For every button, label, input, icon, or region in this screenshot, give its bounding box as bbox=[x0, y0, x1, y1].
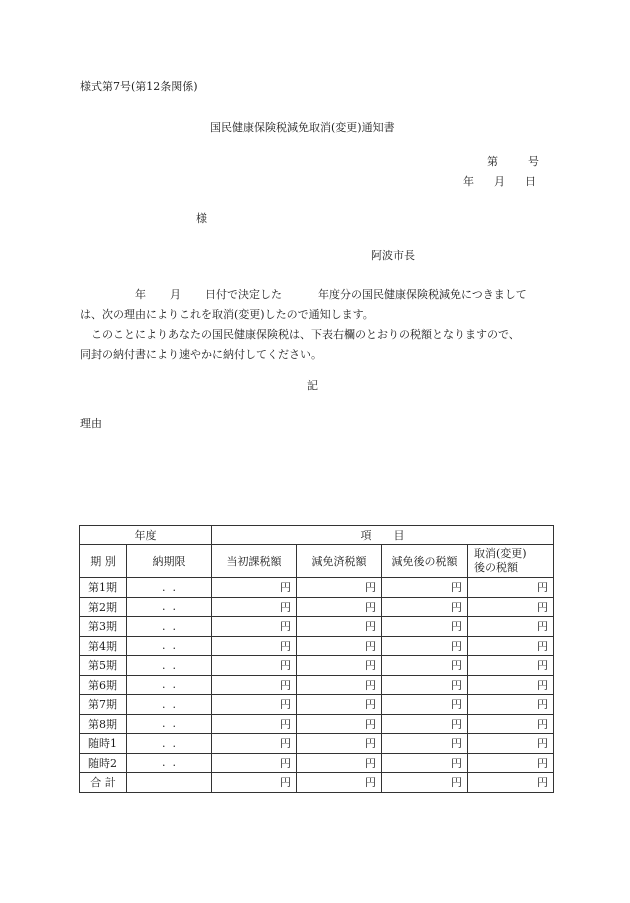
group-items-header: 項 目 bbox=[212, 526, 554, 545]
deadline-cell bbox=[127, 753, 212, 773]
deadline-placeholder: . . bbox=[162, 697, 176, 711]
col-cancel-line-2: 後の税額 bbox=[474, 561, 518, 574]
period-rows bbox=[80, 578, 554, 773]
deadline-cell bbox=[127, 597, 212, 617]
cancel-amount-cell: 円 bbox=[468, 714, 554, 734]
col-reduced-header: 減免済税額 bbox=[297, 545, 382, 578]
number-suffix: 号 bbox=[528, 155, 539, 168]
total-after-cell: 円 bbox=[382, 773, 468, 793]
document-title: 国民健康保険税減免取消(変更)通知書 bbox=[210, 121, 395, 134]
deadline-cell bbox=[127, 714, 212, 734]
initial-amount-cell: 円 bbox=[212, 753, 297, 773]
paragraph-1-line-2: は、次の理由によりこれを取消(変更)したので通知します。 bbox=[80, 308, 374, 321]
decision-month-label: 月 bbox=[170, 288, 181, 301]
cancel-amount-cell: 円 bbox=[468, 675, 554, 695]
document-number-line bbox=[487, 156, 539, 167]
cancel-amount-cell: 円 bbox=[468, 753, 554, 773]
period-label: 第6期 bbox=[80, 675, 127, 695]
table-row bbox=[80, 714, 554, 734]
reduced-amount-cell: 円 bbox=[297, 675, 382, 695]
initial-amount-cell: 円 bbox=[212, 675, 297, 695]
decision-day-text: 日付で決定した bbox=[205, 288, 282, 301]
paragraph-2 bbox=[80, 325, 550, 365]
cancel-amount-cell: 円 bbox=[468, 617, 554, 637]
total-initial-cell: 円 bbox=[212, 773, 297, 793]
date-year-label: 年 bbox=[463, 175, 474, 188]
deadline-placeholder: . . bbox=[162, 717, 176, 731]
period-label: 第3期 bbox=[80, 617, 127, 637]
deadline-placeholder: . . bbox=[162, 580, 176, 594]
after-amount-cell: 円 bbox=[382, 734, 468, 754]
total-label: 合 計 bbox=[80, 773, 127, 793]
reduced-amount-cell: 円 bbox=[297, 597, 382, 617]
cancel-amount-cell: 円 bbox=[468, 636, 554, 656]
after-amount-cell: 円 bbox=[382, 617, 468, 637]
col-cancel-line-1: 取消(変更) bbox=[474, 547, 527, 560]
initial-amount-cell: 円 bbox=[212, 597, 297, 617]
date-month-label: 月 bbox=[494, 175, 505, 188]
reduced-amount-cell: 円 bbox=[297, 636, 382, 656]
deadline-cell bbox=[127, 734, 212, 754]
reduced-amount-cell: 円 bbox=[297, 695, 382, 715]
deadline-cell bbox=[127, 675, 212, 695]
deadline-cell bbox=[127, 695, 212, 715]
initial-amount-cell: 円 bbox=[212, 695, 297, 715]
cancel-amount-cell: 円 bbox=[468, 734, 554, 754]
col-initial-header: 当初課税額 bbox=[212, 545, 297, 578]
cancel-amount-cell: 円 bbox=[468, 597, 554, 617]
deadline-placeholder: . . bbox=[162, 678, 176, 692]
reduced-amount-cell: 円 bbox=[297, 617, 382, 637]
table-row bbox=[80, 656, 554, 676]
total-reduced-cell: 円 bbox=[297, 773, 382, 793]
date-day-label: 日 bbox=[525, 175, 536, 188]
fiscal-year-text: 年度分の国民健康保険税減免につきまして bbox=[318, 288, 527, 301]
period-label: 第2期 bbox=[80, 597, 127, 617]
after-amount-cell: 円 bbox=[382, 675, 468, 695]
ki-marker: 記 bbox=[307, 379, 318, 392]
reduced-amount-cell: 円 bbox=[297, 578, 382, 598]
total-row bbox=[80, 773, 554, 793]
deadline-placeholder: . . bbox=[162, 756, 176, 770]
reduced-amount-cell: 円 bbox=[297, 656, 382, 676]
table-row bbox=[80, 636, 554, 656]
paragraph-1 bbox=[80, 285, 550, 325]
col-deadline-header: 納期限 bbox=[127, 545, 212, 578]
table-row bbox=[80, 578, 554, 598]
paragraph-2-line-1: このことによりあなたの国民健康保険税は、下表右欄のとおりの税額となりますので、 bbox=[91, 328, 520, 341]
deadline-placeholder: . . bbox=[162, 736, 176, 750]
issuer-name: 阿波市長 bbox=[371, 249, 415, 262]
period-label: 第1期 bbox=[80, 578, 127, 598]
total-deadline-cell bbox=[127, 773, 212, 793]
period-label: 随時1 bbox=[80, 734, 127, 754]
deadline-placeholder: . . bbox=[162, 658, 176, 672]
deadline-placeholder: . . bbox=[162, 639, 176, 653]
number-prefix: 第 bbox=[487, 155, 498, 168]
after-amount-cell: 円 bbox=[382, 714, 468, 734]
initial-amount-cell: 円 bbox=[212, 636, 297, 656]
total-cancel-cell: 円 bbox=[468, 773, 554, 793]
deadline-placeholder: . . bbox=[162, 619, 176, 633]
cancel-amount-cell: 円 bbox=[468, 695, 554, 715]
table-row bbox=[80, 753, 554, 773]
after-amount-cell: 円 bbox=[382, 636, 468, 656]
col-after-header: 減免後の税額 bbox=[382, 545, 468, 578]
initial-amount-cell: 円 bbox=[212, 656, 297, 676]
reduced-amount-cell: 円 bbox=[297, 753, 382, 773]
period-label: 随時2 bbox=[80, 753, 127, 773]
table-group-header-row bbox=[80, 526, 554, 545]
period-label: 第4期 bbox=[80, 636, 127, 656]
paragraph-2-line-2: 同封の納付書により速やかに納付してください。 bbox=[80, 348, 322, 361]
cancel-amount-cell: 円 bbox=[468, 656, 554, 676]
col-period-header: 期 別 bbox=[80, 545, 127, 578]
after-amount-cell: 円 bbox=[382, 695, 468, 715]
after-amount-cell: 円 bbox=[382, 597, 468, 617]
table-row bbox=[80, 734, 554, 754]
reason-label: 理由 bbox=[80, 417, 102, 430]
initial-amount-cell: 円 bbox=[212, 617, 297, 637]
after-amount-cell: 円 bbox=[382, 656, 468, 676]
after-amount-cell: 円 bbox=[382, 753, 468, 773]
form-number: 様式第7号(第12条関係) bbox=[80, 80, 198, 93]
table-column-header-row bbox=[80, 545, 554, 578]
deadline-cell bbox=[127, 578, 212, 598]
table-row bbox=[80, 617, 554, 637]
reduced-amount-cell: 円 bbox=[297, 714, 382, 734]
tax-table bbox=[79, 525, 554, 793]
notice-body bbox=[80, 285, 550, 365]
deadline-cell bbox=[127, 656, 212, 676]
deadline-cell bbox=[127, 617, 212, 637]
cancel-amount-cell: 円 bbox=[468, 578, 554, 598]
deadline-cell bbox=[127, 636, 212, 656]
after-amount-cell: 円 bbox=[382, 578, 468, 598]
issue-date-line bbox=[463, 176, 536, 187]
group-year-header: 年度 bbox=[80, 526, 212, 545]
initial-amount-cell: 円 bbox=[212, 734, 297, 754]
decision-year-label: 年 bbox=[135, 288, 146, 301]
addressee-suffix: 様 bbox=[196, 212, 207, 225]
deadline-placeholder: . . bbox=[162, 600, 176, 614]
table-row bbox=[80, 695, 554, 715]
table-row bbox=[80, 675, 554, 695]
initial-amount-cell: 円 bbox=[212, 714, 297, 734]
reduced-amount-cell: 円 bbox=[297, 734, 382, 754]
period-label: 第8期 bbox=[80, 714, 127, 734]
initial-amount-cell: 円 bbox=[212, 578, 297, 598]
col-cancel-header bbox=[468, 545, 554, 578]
period-label: 第7期 bbox=[80, 695, 127, 715]
period-label: 第5期 bbox=[80, 656, 127, 676]
table-row bbox=[80, 597, 554, 617]
